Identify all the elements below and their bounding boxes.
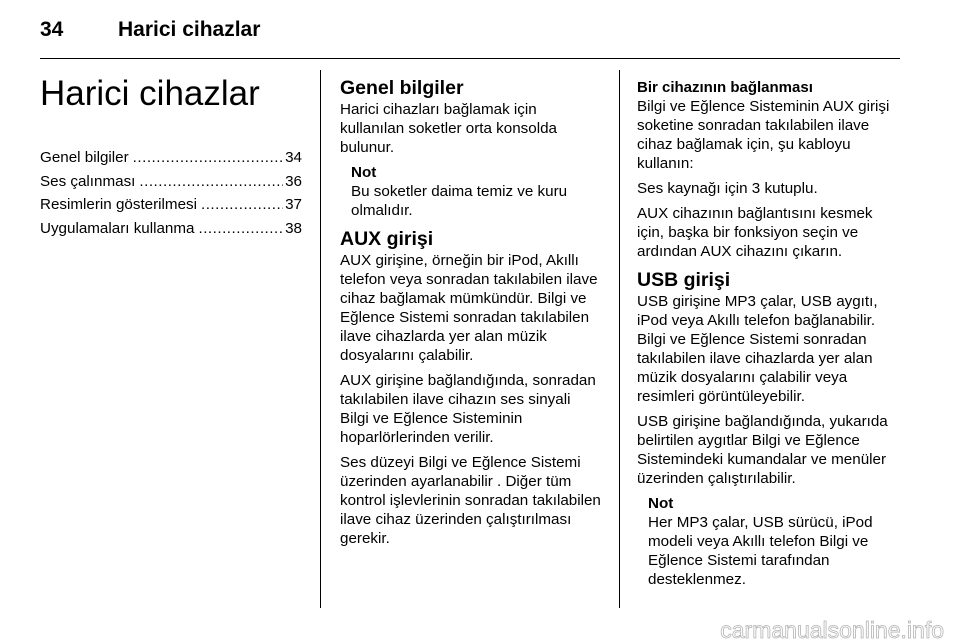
running-title: Harici cihazlar xyxy=(118,18,261,41)
section-heading-usb: USB girişi xyxy=(637,269,731,291)
paragraph: Bilgi ve Eğlence Sisteminin AUX girişi soketine sonradan takılabilen ilave cihaz bağlamak için, şu kabloyu kullanın: xyxy=(637,98,890,172)
toc-label: Resimlerin gösterilmesi xyxy=(40,196,197,213)
note-text: Bu soketler daima temiz ve kuru olmalıdır. xyxy=(351,183,568,219)
toc-label: Uygulamaları kullanma xyxy=(40,219,195,237)
note-label: Not xyxy=(351,164,377,181)
page-number: 34 xyxy=(40,18,64,41)
paragraph: Harici cihazları bağlamak için kullanılan soketler orta konsolda bulunur. xyxy=(340,101,557,156)
toc-page: 38 xyxy=(285,219,302,237)
paragraph: AUX girişine, örneğin bir iPod, Akıllı telefon veya sonradan takılabilen ilave cihaz bağlamak mümkündür. Bilgi ve Eğlence Sistemi sonradan takılabilen ilave cihazlarda yer alan müzik dosyalarını çalabilir. xyxy=(340,252,598,364)
section-heading-genel: Genel bilgiler xyxy=(340,77,464,99)
toc-page: 34 xyxy=(285,149,302,166)
paragraph: USB girişine bağlandığında, yukarıda belirtilen aygıtlar Bilgi ve Eğlence Sistemindeki kumandalar ve menüler üzerinden çalıştırılabilir. xyxy=(637,413,888,487)
paragraph: AUX girişine bağlandığında, sonradan takılabilen ilave cihazın ses sinyali Bilgi ve Eğlence Sisteminin hoparlörlerinden verilir. xyxy=(340,372,596,446)
toc-label: Ses çalınması xyxy=(40,172,136,190)
toc-label: Genel bilgiler xyxy=(40,149,129,166)
toc-page: 37 xyxy=(285,196,302,213)
watermark-text: carmanualsonline.info xyxy=(720,617,944,642)
paragraph: USB girişine MP3 çalar, USB aygıtı, iPod veya Akıllı telefon bağlanabilir. Bilgi ve Eğlence Sistemi sonradan takılabilen ilave cihazlarda yer alan müzik dosyalarını çalabilir veya resimleri görüntüleyebilir. xyxy=(637,293,878,405)
paragraph: Ses düzeyi Bilgi ve Eğlence Sistemi üzerinden ayarlanabilir . Diğer tüm kontrol işlevlerinin sonradan takılabilen ilave cihaz üzerinden çalıştırılması gerekir. xyxy=(340,454,601,547)
section-heading-aux: AUX girişi xyxy=(340,228,434,250)
toc-page: 36 xyxy=(285,172,302,190)
note-label: Not xyxy=(648,495,674,512)
note-text: Her MP3 çalar, USB sürücü, iPod modeli veya Akıllı telefon Bilgi ve Eğlence Sistemi tarafından desteklenmez. xyxy=(648,514,873,588)
paragraph: Ses kaynağı için 3 kutuplu. xyxy=(637,180,818,197)
paragraph: AUX cihazının bağlantısını kesmek için, başka bir fonksiyon seçin ve ardından AUX cihazını çıkarın. xyxy=(637,205,873,260)
chapter-title: Harici cihazlar xyxy=(40,74,260,113)
subheading-connect: Bir cihazının bağlanması xyxy=(637,79,813,96)
